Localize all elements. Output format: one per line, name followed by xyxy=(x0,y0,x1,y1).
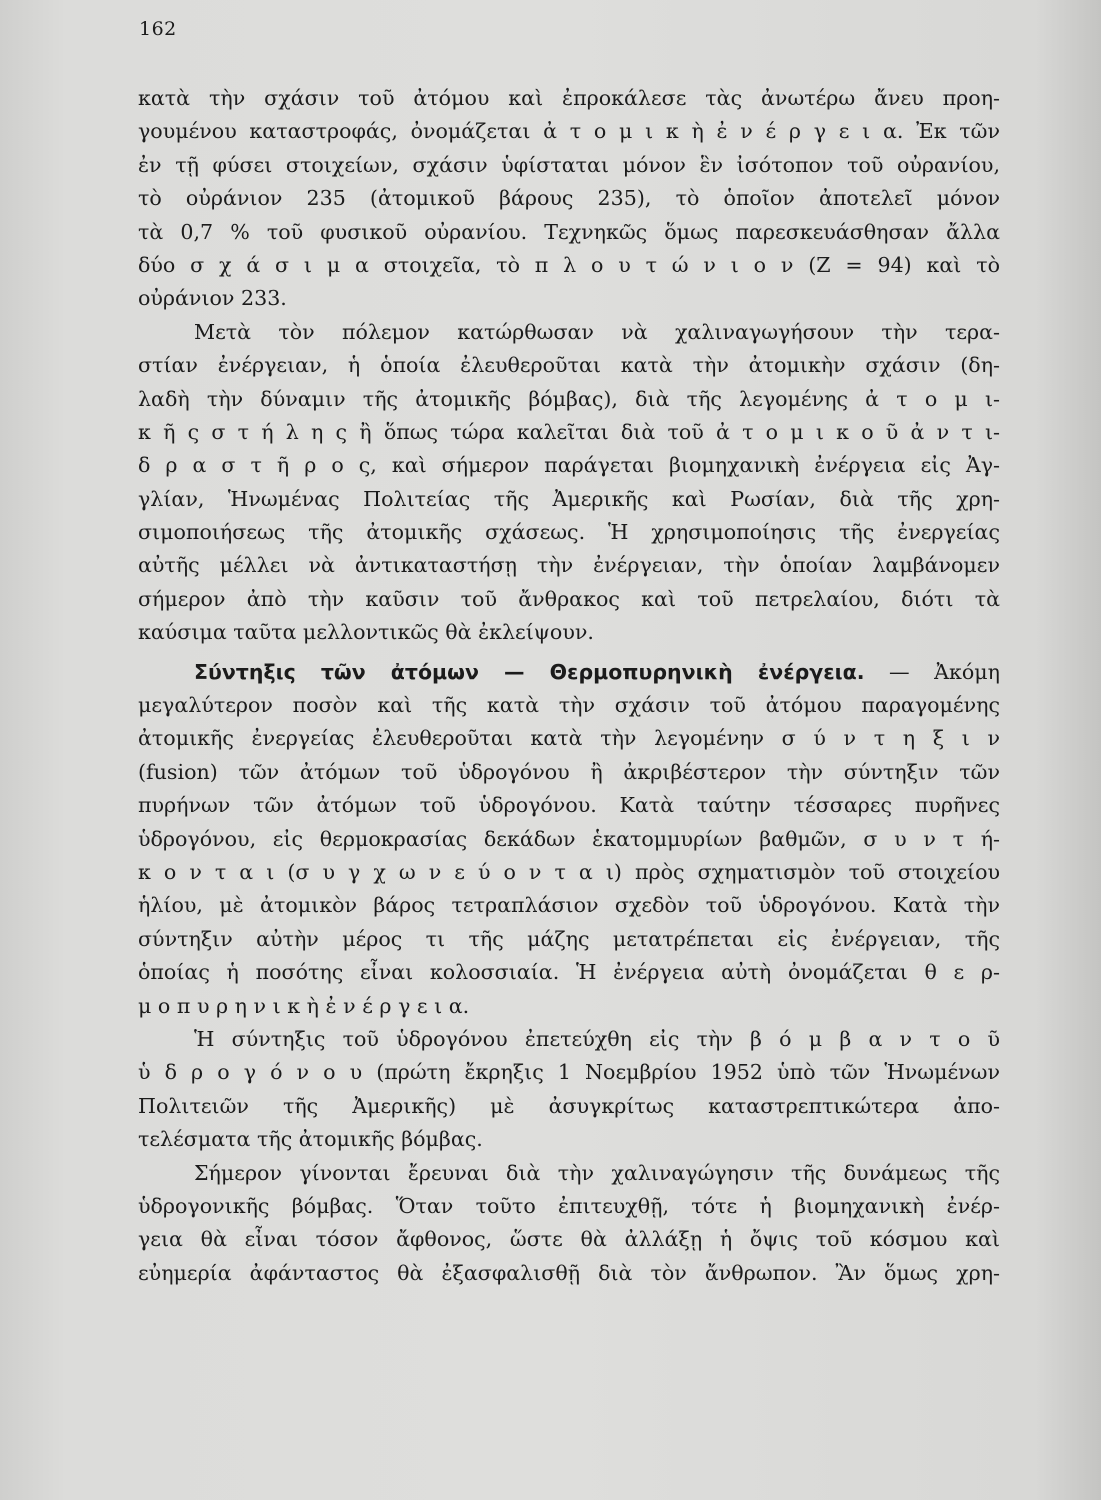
text-line: τὰ 0,7 % τοῦ φυσικοῦ οὐρανίου. Τεχνηκῶς ὅμως παρεσκευάσθησαν ἄλλα xyxy=(138,219,1000,244)
paragraph-hydrogen-bomb xyxy=(138,1023,1000,1157)
paragraph-fusion xyxy=(138,656,1000,1023)
heading-continuation: — Ἀκόμη xyxy=(864,659,1000,684)
text-line: κ ῆ ς σ τ ή λ η ς ἢ ὅπως τώρα καλεῖται διὰ τοῦ ἀ τ ο μ ι κ ο ῦ ἀ ν τ ι- xyxy=(138,419,1000,444)
text-line: κ ο ν τ α ι (σ υ γ χ ω ν ε ύ ο ν τ α ι) πρὸς σχηματισμὸν τοῦ στοιχείου xyxy=(138,859,1000,884)
section-heading: Σύντηξις τῶν ἀτόμων — Θερμοπυρηνικὴ ἐνέργεια. xyxy=(194,659,865,684)
text-line: (fusion) τῶν ἀτόμων τοῦ ὑδρογόνου ἢ ἀκριβέστερον τὴν σύντηξιν τῶν xyxy=(138,759,1000,784)
page-number: 162 xyxy=(139,18,177,40)
paragraph-fission-energy xyxy=(138,82,1000,316)
text-line: δ ρ α σ τ ῆ ρ ο ς, καὶ σήμερον παράγεται βιομηχανικὴ ἐνέργεια εἰς Ἀγ- xyxy=(138,453,1000,478)
text-line: σιμοποιήσεως τῆς ἀτομικῆς σχάσεως. Ἡ χρησιμοποίησις τῆς ἐνεργείας xyxy=(138,520,1000,545)
text-line: τὸ οὐράνιον 235 (ἀτομικοῦ βάρους 235), τὸ ὁποῖον ἀποτελεῖ μόνον xyxy=(138,186,1000,211)
text-line: Μετὰ τὸν πόλεμον κατώρθωσαν νὰ χαλιναγωγήσουν τὴν τερα- xyxy=(194,319,1000,344)
text-line: αὐτῆς μέλλει νὰ ἀντικαταστήσῃ τὴν ἐνέργειαν, τὴν ὁποίαν λαμβάνομεν xyxy=(138,553,1000,578)
text-line: μεγαλύτερον ποσὸν καὶ τῆς κατὰ τὴν σχάσιν τοῦ ἀτόμου παραγομένης xyxy=(138,693,1000,718)
text-line: ὑδρογονικῆς βόμβας. Ὅταν τοῦτο ἐπιτευχθῇ, τότε ἡ βιομηχανικὴ ἐνέρ- xyxy=(138,1193,1000,1218)
text-line: πυρήνων τῶν ἀτόμων τοῦ ὑδρογόνου. Κατὰ ταύτην τέσσαρες πυρῆνες xyxy=(138,793,1000,818)
text-line: δύο σ χ ά σ ι μ α στοιχεῖα, τὸ π λ ο υ τ ώ ν ι ο ν (Ζ = 94) καὶ τὸ xyxy=(138,252,1000,277)
text-line: σήμερον ἀπὸ τὴν καῦσιν τοῦ ἄνθρακος καὶ τοῦ πετρελαίου, διότι τὰ xyxy=(138,586,1000,611)
text-line: ἡλίου, μὲ ἀτομικὸν βάρος τετραπλάσιον σχεδὸν τοῦ ὑδρογόνου. Κατὰ τὴν xyxy=(138,893,1000,918)
text-line: ὑ δ ρ ο γ ό ν ο υ (πρώτη ἔκρηξις 1 Νοεμβρίου 1952 ὑπὸ τῶν Ἡνωμένων xyxy=(138,1060,1000,1085)
text-line: Ἡ σύντηξις τοῦ ὑδρογόνου ἐπετεύχθη εἰς τὴν β ό μ β α ν τ ο ῦ xyxy=(194,1026,1000,1051)
text-line: κατὰ τὴν σχάσιν τοῦ ἀτόμου καὶ ἐπροκάλεσε τὰς ἀνωτέρω ἄνευ προη- xyxy=(138,86,1000,110)
text-line: γεια θὰ εἶναι τόσον ἄφθονος, ὥστε θὰ ἀλλάξῃ ἡ ὄψις τοῦ κόσμου καὶ xyxy=(138,1227,1000,1252)
paragraph-research xyxy=(138,1157,1000,1291)
text-line: ἐν τῇ φύσει στοιχείων, σχάσιν ὑφίσταται μόνον ἓν ἰσότοπον τοῦ οὐρανίου, xyxy=(138,152,1000,177)
text-line: ὁποίας ἡ ποσότης εἶναι κολοσσιαία. Ἡ ἐνέργεια αὐτὴ ὀνομάζεται θ ε ρ- xyxy=(138,960,1000,985)
text-line: στίαν ἐνέργειαν, ἡ ὁποία ἐλευθεροῦται κατὰ τὴν ἀτομικὴν σχάσιν (δη- xyxy=(138,353,1000,378)
text-line: ἀτομικῆς ἐνεργείας ἐλευθεροῦται κατὰ τὴν λεγομένην σ ύ ν τ η ξ ι ν xyxy=(138,726,1000,751)
text-line: καύσιμα ταῦτα μελλοντικῶς θὰ ἐκλείψουν. xyxy=(138,620,594,645)
text-line: γουμένου καταστροφάς, ὀνομάζεται ἀ τ ο μ ι κ ὴ ἐ ν έ ρ γ ε ι α. Ἐκ τῶν xyxy=(138,119,1000,144)
text-line: οὐράνιον 233. xyxy=(138,286,287,311)
text-line: Σήμερον γίνονται ἔρευναι διὰ τὴν χαλιναγώγησιν τῆς δυνάμεως τῆς xyxy=(194,1160,1000,1185)
section-heading-line xyxy=(138,656,1000,689)
text-line: σύντηξιν αὐτὴν μέρος τι τῆς μάζης μετατρέπεται εἰς ἐνέργειαν, τῆς xyxy=(138,926,1000,951)
text-line: τελέσματα τῆς ἀτομικῆς βόμβας. xyxy=(138,1127,483,1152)
text-line: εὐημερία ἀφάνταστος θὰ ἐξασφαλισθῇ διὰ τὸν ἄνθρωπον. Ἂν ὅμως χρη- xyxy=(138,1260,1000,1285)
text-line: Πολιτειῶν τῆς Ἀμερικῆς) μὲ ἀσυγκρίτως καταστρεπτικώτερα ἀπο- xyxy=(138,1093,1000,1118)
text-line: μ ο π υ ρ η ν ι κ ὴ ἐ ν έ ρ γ ε ι α. xyxy=(138,993,470,1018)
text-line: λαδὴ τὴν δύναμιν τῆς ἀτομικῆς βόμβας), διὰ τῆς λεγομένης ἀ τ ο μ ι- xyxy=(138,386,1000,411)
body-text xyxy=(138,82,1000,1290)
text-line: ὑδρογόνου, εἰς θερμοκρασίας δεκάδων ἑκατομμυρίων βαθμῶν, σ υ ν τ ή- xyxy=(138,826,1000,851)
paragraph-atomic-pile xyxy=(138,316,1000,650)
text-line: γλίαν, Ἡνωμένας Πολιτείας τῆς Ἀμερικῆς καὶ Ρωσίαν, διὰ τῆς χρη- xyxy=(138,486,1000,511)
